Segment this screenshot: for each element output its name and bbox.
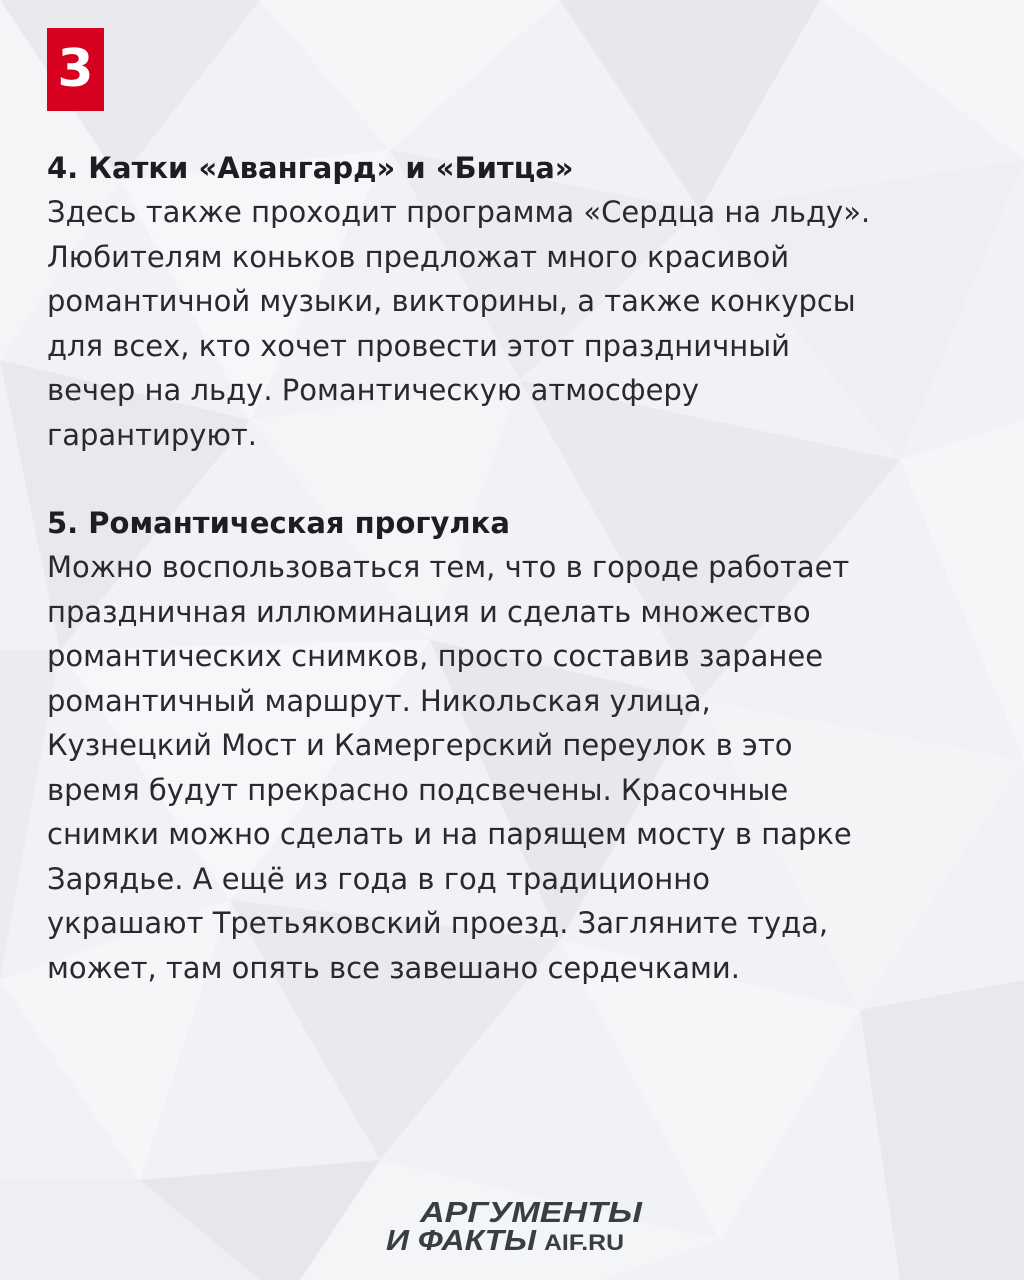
text-line: праздничная иллюминация и сделать множество (47, 594, 811, 629)
aif-logo (384, 1196, 646, 1254)
text-line: романтических снимков, просто составив заранее (47, 639, 824, 673)
section-text (47, 190, 997, 457)
section-romantic-walk (47, 501, 997, 990)
text-line: Любителям коньков предложат много красивой (47, 239, 790, 274)
text-line: Можно воспользоваться тем, что в городе работает (47, 550, 850, 584)
text-line: время будут прекрасно подсвечены. Красочные (47, 772, 789, 807)
section-title: 5. Романтическая прогулка (47, 506, 510, 540)
text-line: гарантируют. (47, 417, 257, 452)
page-number-badge: 3 (47, 28, 104, 111)
logo-line2: И ФАКТЫ (386, 1225, 538, 1254)
text-line: снимки можно сделать и на парящем мосту в парке (47, 817, 852, 851)
text-line: вечер на льду. Романтическую атмосферу (47, 373, 700, 407)
text-line: романтичной музыки, викторины, а также конкурсы (47, 284, 856, 318)
section-title: 4. Катки «Авангард» и «Битца» (47, 151, 574, 185)
text-line: Кузнецкий Мост и Камергерский переулок в это (47, 728, 793, 762)
article-content (47, 146, 997, 990)
logo-domain: AIF.RU (544, 1230, 624, 1254)
text-line: романтичный маршрут. Никольская улица, (47, 683, 711, 718)
text-line: для всех, кто хочет провести этот праздничный (47, 328, 790, 363)
text-line: может, там опять все завешано сердечками. (47, 950, 740, 985)
section-text (47, 545, 997, 990)
text-line: Здесь также проходит программа «Сердца на льду». (47, 195, 871, 229)
text-line: украшают Третьяковский проезд. Загляните туда, (47, 906, 829, 940)
text-line: Зарядье. А ещё из года в год традиционно (47, 861, 710, 896)
logo-line1: АРГУМЕНТЫ (418, 1197, 644, 1229)
section-skating-rinks (47, 146, 997, 457)
